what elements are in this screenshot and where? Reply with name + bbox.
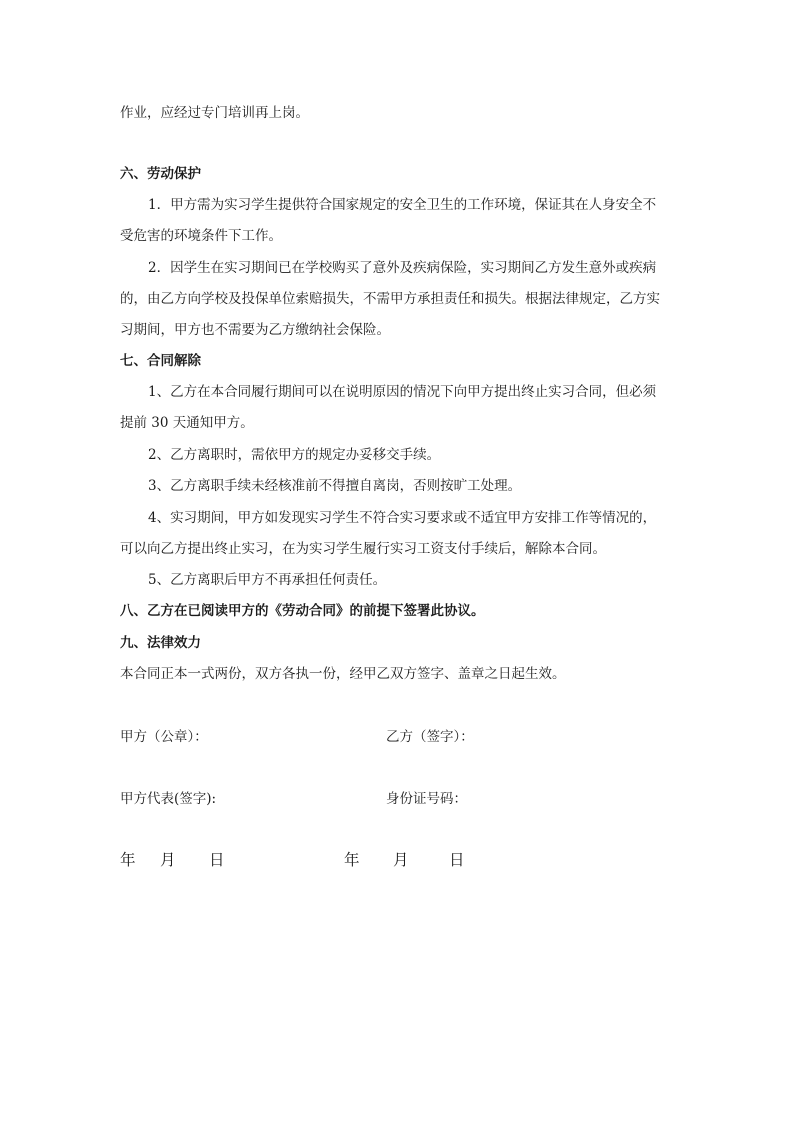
section-7-item-4-line-1: 4、实习期间，甲方如发现实习学生不符合实习要求或不适宜甲方安排工作等情况的， xyxy=(148,510,657,526)
party-a-day-label: 日 xyxy=(209,851,225,869)
section-7-item-3: 3、乙方离职手续未经核准前不得擅自离岗，否则按旷工处理。 xyxy=(148,478,522,494)
section-9-text: 本合同正本一式两份，双方各执一份，经甲乙双方签字、盖章之日起生效。 xyxy=(120,666,566,682)
section-7-item-1-line-1: 1、乙方在本合同履行期间可以在说明原因的情况下向甲方提出终止实习合同，但必须 xyxy=(148,384,657,400)
party-a-month-label: 月 xyxy=(160,851,176,869)
section-8-heading: 八、乙方在已阅读甲方的《劳动合同》的前提下签署此协议。 xyxy=(120,603,485,619)
party-a-year-label: 年 xyxy=(120,851,136,869)
section-6-clause-2-line-1: 2．因学生在实习期间已在学校购买了意外及疾病保险，实习期间乙方发生意外或疾病 xyxy=(148,260,657,276)
section-6-clause-2-line-3: 习期间，甲方也不需要为乙方缴纳社会保险。 xyxy=(120,322,390,338)
continuation-text: 作业，应经过专门培训再上岗。 xyxy=(120,105,309,121)
section-6-clause-1-line-1: 1．甲方需为实习学生提供符合国家规定的安全卫生的工作环境，保证其在人身安全不 xyxy=(148,197,657,213)
party-a-seal-label: 甲方（公章）： xyxy=(120,729,208,745)
party-a-representative-label: 甲方代表(签字): xyxy=(120,791,217,807)
section-6-clause-1-line-2: 受危害的环境条件下工作。 xyxy=(120,228,282,244)
section-7-item-2: 2、乙方离职时，需依甲方的规定办妥移交手续。 xyxy=(148,447,441,463)
party-b-month-label: 月 xyxy=(393,851,409,869)
section-7-heading: 七、合同解除 xyxy=(120,353,201,369)
section-7-item-1-line-2: 提前 30 天通知甲方。 xyxy=(120,415,254,431)
party-b-day-label: 日 xyxy=(449,851,465,869)
section-7-item-4-line-2: 可以向乙方提出终止实习，在为实习学生履行实习工资支付手续后，解除本合同。 xyxy=(120,541,606,557)
section-6-clause-2-line-2: 的，由乙方向学校及投保单位索赔损失，不需甲方承担责任和损失。根据法律规定，乙方实 xyxy=(120,291,660,307)
party-b-signature-label: 乙方（签字）： xyxy=(386,729,474,745)
section-7-item-5: 5、乙方离职后甲方不再承担任何责任。 xyxy=(148,572,387,588)
section-6-heading: 六、劳动保护 xyxy=(120,166,201,182)
section-9-heading: 九、法律效力 xyxy=(120,635,201,651)
party-b-year-label: 年 xyxy=(344,851,360,869)
id-number-label: 身份证号码： xyxy=(386,791,467,807)
